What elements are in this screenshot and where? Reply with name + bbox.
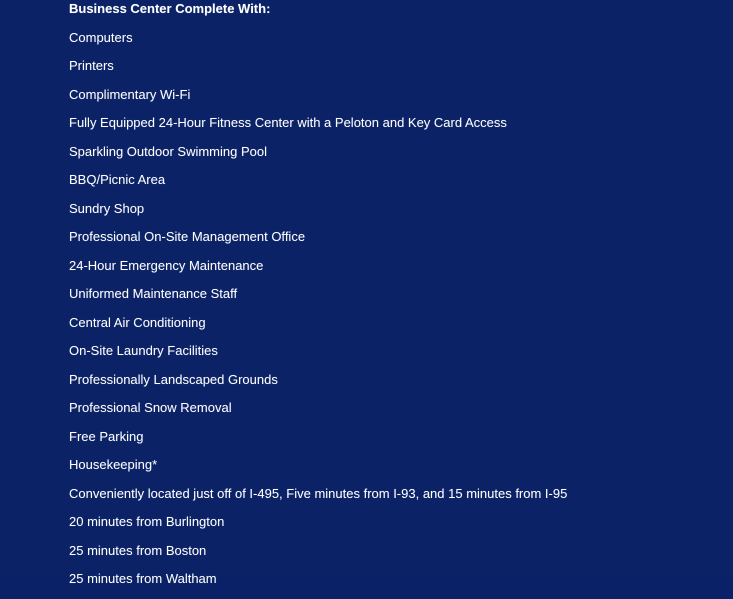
amenity-item-computers: Computers bbox=[69, 29, 133, 45]
amenity-item-maintenance-staff: Uniformed Maintenance Staff bbox=[69, 286, 238, 301]
amenity-item-sundry-shop: Sundry Shop bbox=[69, 200, 145, 216]
amenity-item-pool: Sparkling Outdoor Swimming Pool bbox=[69, 143, 267, 159]
amenity-item-laundry: On-Site Laundry Facilities bbox=[69, 343, 218, 358]
amenity-item-fitness-center: Fully Equipped 24-Hour Fitness Center with a Peloton and Key Card Access bbox=[69, 115, 507, 130]
amenity-item-housekeeping: Housekeeping* bbox=[69, 457, 158, 472]
amenity-item-management-office: Professional On-Site Management Office bbox=[69, 229, 306, 244]
amenity-item-waltham: 25 minutes from Waltham bbox=[69, 571, 217, 586]
amenity-item-air-conditioning: Central Air Conditioning bbox=[69, 314, 206, 330]
amenity-item-emergency-maintenance: 24-Hour Emergency Maintenance bbox=[69, 257, 264, 273]
amenities-content bbox=[69, 0, 719, 599]
amenity-item-boston: 25 minutes from Boston bbox=[69, 542, 207, 558]
business-center-heading: Business Center Complete With: bbox=[69, 1, 271, 16]
amenity-item-parking: Free Parking bbox=[69, 428, 144, 444]
amenity-item-wifi: Complimentary Wi-Fi bbox=[69, 86, 191, 102]
amenity-item-landscaping: Professionally Landscaped Grounds bbox=[69, 371, 278, 387]
amenities-list bbox=[69, 29, 719, 599]
amenity-item-bbq: BBQ/Picnic Area bbox=[69, 172, 166, 187]
amenity-item-printers: Printers bbox=[69, 58, 114, 73]
amenity-item-snow-removal: Professional Snow Removal bbox=[69, 400, 232, 415]
amenity-item-burlington: 20 minutes from Burlington bbox=[69, 514, 225, 529]
amenity-item-location-highways: Conveniently located just off of I-495, Five minutes from I-93, and 15 minutes from I-95 bbox=[69, 485, 568, 501]
